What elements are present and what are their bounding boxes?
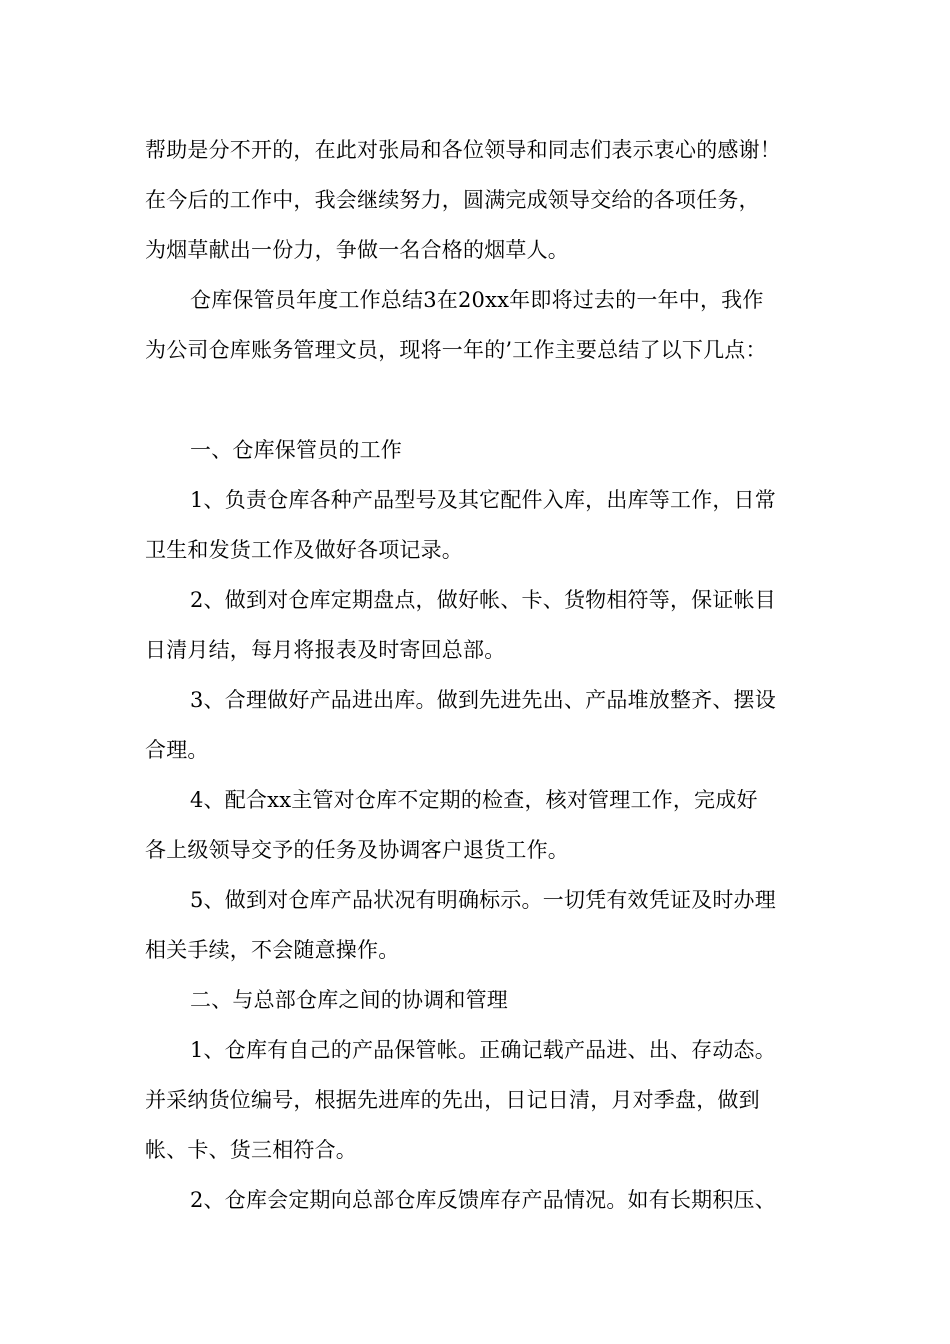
text-line: 日清月结，每月将报表及时寄回总部。 bbox=[145, 638, 506, 662]
text-line: 帮助是分不开的，在此对张局和各位领导和同志们表示衷心的感谢！ bbox=[145, 138, 781, 162]
text-line: 卫生和发货工作及做好各项记录。 bbox=[145, 538, 463, 562]
paragraph-start-line: 5、做到对仓库产品状况有明确标示。一切凭有效凭证及时办理 bbox=[190, 888, 776, 912]
text-line: 各上级领导交予的任务及协调客户退货工作。 bbox=[145, 838, 569, 862]
paragraph-start-line: 4、配合xx主管对仓库不定期的检查，核对管理工作，完成好 bbox=[190, 788, 758, 812]
text-line: 在今后的工作中，我会继续努力，圆满完成领导交给的各项任务， bbox=[145, 188, 760, 212]
text-line: 为公司仓库账务管理文员，现将一年的’工作主要总结了以下几点： bbox=[145, 338, 767, 362]
text-line: 并采纳货位编号，根据先进库的先出，日记日清，月对季盘，做到 bbox=[145, 1088, 760, 1112]
paragraph-start-line: 2、仓库会定期向总部仓库反馈库存产品情况。如有长期积压、 bbox=[190, 1188, 776, 1212]
text-line: 合理。 bbox=[145, 738, 209, 762]
text-line: 为烟草献出一份力，争做一名合格的烟草人。 bbox=[145, 238, 569, 262]
text-line: 帐、卡、货三相符合。 bbox=[145, 1138, 357, 1162]
paragraph-start-line: 2、做到对仓库定期盘点，做好帐、卡、货物相符等，保证帐目 bbox=[190, 588, 776, 612]
paragraph-start-line: 1、仓库有自己的产品保管帐。正确记载产品进、出、存动态。 bbox=[190, 1038, 776, 1062]
paragraph-start-line: 3、合理做好产品进出库。做到先进先出、产品堆放整齐、摆设 bbox=[190, 688, 776, 712]
paragraph-start-line: 1、负责仓库各种产品型号及其它配件入库，出库等工作，日常 bbox=[190, 488, 776, 512]
paragraph-start-line: 仓库保管员年度工作总结3在20xx年即将过去的一年中，我作 bbox=[190, 288, 764, 312]
text-line: 相关手续，不会随意操作。 bbox=[145, 938, 400, 962]
section-heading: 二、与总部仓库之间的协调和管理 bbox=[190, 988, 508, 1012]
section-heading: 一、仓库保管员的工作 bbox=[190, 438, 402, 462]
